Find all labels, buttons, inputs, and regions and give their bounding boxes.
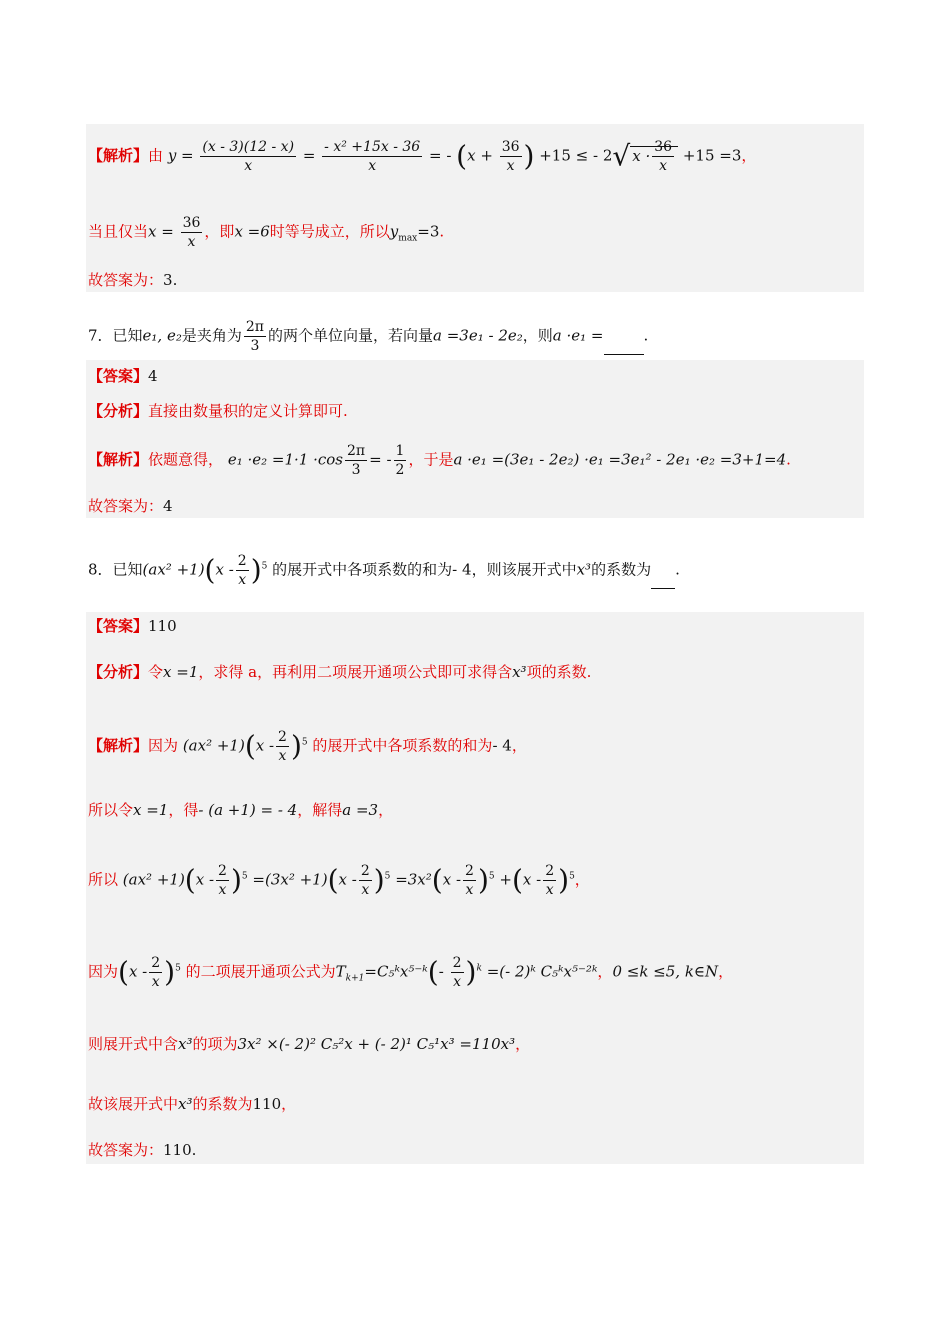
q7-answer: 【答案】4: [88, 367, 158, 385]
q6-analysis-line: 【解析】由 y = $\frac{(x - 3)(12 - x)}{x}$ = $\frac{\text{- x² +15x - 36}}{x}$ = - (x + $\frac{36}{x}$ ) +15 ≤ - 2√ x · $\frac{36}{x}$ +15 =3，: [88, 139, 757, 174]
q7-final-answer: 故答案为：4: [88, 497, 173, 515]
fraction: $\frac{(x - 3)(12 - x)}{x}$: [202, 139, 295, 174]
q6-answer-line: 故答案为：3.: [88, 271, 178, 289]
q8-answer: 【答案】110: [88, 617, 177, 635]
q8-solution-line1: 【解析】因为 (ax² +1)(x - $\frac{2}{x}$ )$^5$ 的展开式中各项系数的和为- 4，: [88, 729, 527, 764]
fraction: $\frac{2\pi}{3}$: [245, 319, 264, 354]
q8-analysis: 【分析】令x =1，求得 a，再利用二项展开通项公式即可求得含x³项的系数.: [88, 663, 592, 681]
answer-blank: [651, 574, 675, 589]
q6-equality-line: 当且仅当x = $\frac{36}{x}$ ，即x =6时等号成立，所以$y_{max}=3$.: [88, 215, 445, 250]
q8-solution-line2: 所以令x =1，得- (a +1) = - 4，解得a =3，: [88, 801, 394, 819]
fraction: $\frac{\text{- x² +15x - 36}}{x}$: [324, 139, 421, 174]
fraction: $\frac{2}{x}$: [278, 729, 287, 764]
q8-final-answer: 故答案为：110.: [88, 1141, 197, 1159]
fraction: $\frac{1}{2}$: [395, 443, 405, 478]
q8-question: 8．已知(ax² +1)(x - $\frac{2}{x}$ )$^5$ 的展开式中各项系数的和为- 4，则该展开式中x³的系数为 .: [88, 553, 680, 588]
q7-question: 7．已知e₁, e₂是夹角为 $\frac{2\pi}{3}$ 的两个单位向量，若向量a =3e₁ - 2e₂，则a ·e₁ = .: [88, 319, 649, 354]
q8-solution-line4: 因为(x - $\frac{2}{x}$ )$^5$ 的二项展开通项公式为$T_{k+1}=C_5ᵏx^{5-}ᵏ(-$ $\frac{2}{x}$ )$^k$ =(- 2)ᵏ C₅ᵏx⁵⁻²ᵏ，0 ≤k ≤5, k∈N，: [88, 955, 734, 990]
q7-solution: 【解析】依题意得， e₁ ·e₂ =1·1 ·cos $\frac{2\pi}{3}$ = - $\frac{1}{2}$ ，于是a ·e₁ =(3e₁ - 2e₂) ·e₁ =3e₁² - 2e₁ ·e₂ =3+1=4.: [88, 443, 791, 478]
analysis-label: 【解析】: [88, 146, 149, 165]
q8-solution-line5: 则展开式中含x³的项为3x² ×(- 2)² C₅²x + (- 2)¹ C₅¹x³ =110x³，: [88, 1035, 531, 1053]
q7-solution-box: [86, 360, 864, 518]
fraction: $\frac{2}{x}$: [237, 553, 247, 588]
fraction: $\frac{36}{x}$: [501, 139, 520, 174]
q8-solution-line3: 所以 (ax² +1)(x - $\frac{2}{x}$ )$^5$ =(3x² +1)(x - $\frac{2}{x}$ )$^5$ =3x²(x - $\frac{2}{x}$ )$^5$ +(x - $\frac{2}{x}$ )$^5$，: [88, 863, 590, 898]
fraction: $\frac{36}{x}$: [182, 215, 201, 250]
answer-blank: [604, 340, 644, 355]
fraction: $\frac{2\pi}{3}$: [347, 443, 366, 478]
fraction: $\frac{36}{x}$: [654, 139, 673, 174]
q7-analysis: 【分析】直接由数量积的定义计算即可.: [88, 402, 348, 420]
q8-solution-line6: 故该展开式中x³的系数为110，: [88, 1095, 297, 1113]
